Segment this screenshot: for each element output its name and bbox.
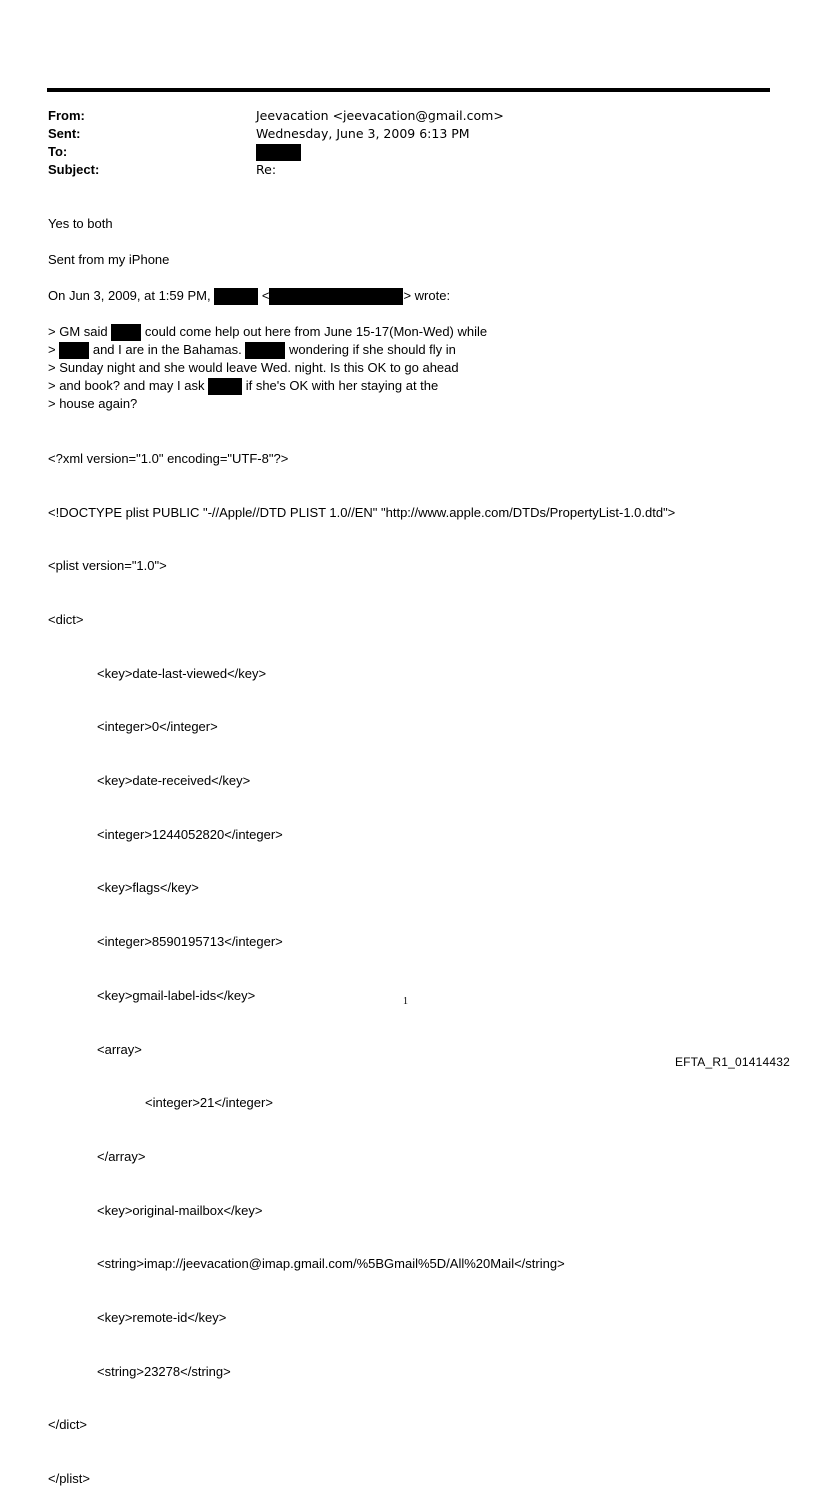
- quote-text: could come help out here from June 15-17(Mon-Wed) while: [144, 324, 488, 339]
- plist-line: <key>date-received</key>: [97, 773, 251, 789]
- redaction-box: [111, 324, 141, 341]
- redaction-box: [256, 144, 301, 161]
- header-rule: [47, 88, 770, 92]
- bates-number: EFTA_R1_01414432: [674, 1055, 790, 1069]
- signature-text: Sent from my iPhone: [48, 252, 170, 267]
- plist-line: <key>date-last-viewed</key>: [97, 665, 267, 681]
- plist-line: <integer>8590195713</integer>: [97, 934, 283, 950]
- subject-value: Re:: [256, 162, 277, 177]
- page-number: 1: [403, 996, 408, 1007]
- redaction-box: [208, 378, 242, 395]
- quote-text: if she's OK with her staying at the: [245, 378, 439, 393]
- quote-line-2: [48, 341, 456, 359]
- quote-line-5: > house again?: [48, 396, 138, 411]
- redaction-box: [59, 342, 89, 359]
- plist-line: <?xml version="1.0" encoding="UTF-8"?>: [48, 450, 289, 466]
- redaction-box: [214, 288, 258, 305]
- quote-intro: [48, 287, 450, 305]
- quote-line-4: [48, 377, 438, 395]
- quote-intro-wrote: > wrote:: [403, 288, 451, 303]
- redaction-box: [245, 342, 285, 359]
- plist-line: <key>remote-id</key>: [97, 1310, 227, 1326]
- quote-text: wondering if she should fly in: [288, 342, 456, 357]
- plist-line: <integer>0</integer>: [97, 719, 218, 735]
- plist-line: </array>: [97, 1148, 146, 1164]
- quote-intro-bracket: <: [261, 288, 270, 303]
- quote-text: > and book? and may I ask: [48, 378, 205, 393]
- quote-text: > GM said: [48, 324, 108, 339]
- quote-text: >: [48, 342, 56, 357]
- plist-line: <key>flags</key>: [97, 880, 199, 896]
- plist-line: <string>imap://jeevacation@imap.gmail.com/%5BGmail%5D/All%20Mail</string>: [97, 1256, 565, 1272]
- plist-line: <array>: [97, 1041, 142, 1057]
- plist-line: <integer>1244052820</integer>: [97, 826, 283, 842]
- plist-block: [48, 414, 675, 1506]
- plist-line: <!DOCTYPE plist PUBLIC "-//Apple//DTD PLIST 1.0//EN" "http://www.apple.com/DTDs/PropertyList-1.0.dtd">: [48, 504, 676, 520]
- sent-value: Wednesday, June 3, 2009 6:13 PM: [256, 126, 470, 141]
- to-value: [256, 143, 301, 161]
- plist-line: </plist>: [48, 1471, 90, 1487]
- sent-label: Sent:: [48, 126, 81, 141]
- quote-line-3: > Sunday night and she would leave Wed. night. Is this OK to go ahead: [48, 360, 459, 375]
- from-label: From:: [48, 108, 85, 123]
- plist-line: <dict>: [48, 611, 84, 627]
- reply-text: Yes to both: [48, 216, 113, 231]
- plist-line: <integer>21</integer>: [145, 1095, 273, 1111]
- plist-line: </dict>: [48, 1417, 88, 1433]
- quote-line-1: [48, 323, 487, 341]
- to-label: To:: [48, 144, 68, 159]
- subject-label: Subject:: [48, 162, 100, 177]
- quote-text: and I are in the Bahamas.: [92, 342, 242, 357]
- plist-line: <key>gmail-label-ids</key>: [97, 987, 256, 1003]
- redaction-box: [269, 288, 403, 305]
- plist-line: <key>original-mailbox</key>: [97, 1202, 263, 1218]
- plist-line: <string>23278</string>: [97, 1363, 231, 1379]
- quote-intro-date: On Jun 3, 2009, at 1:59 PM,: [48, 288, 211, 303]
- from-value: Jeevacation <jeevacation@gmail.com>: [256, 108, 504, 123]
- plist-line: <plist version="1.0">: [48, 558, 167, 574]
